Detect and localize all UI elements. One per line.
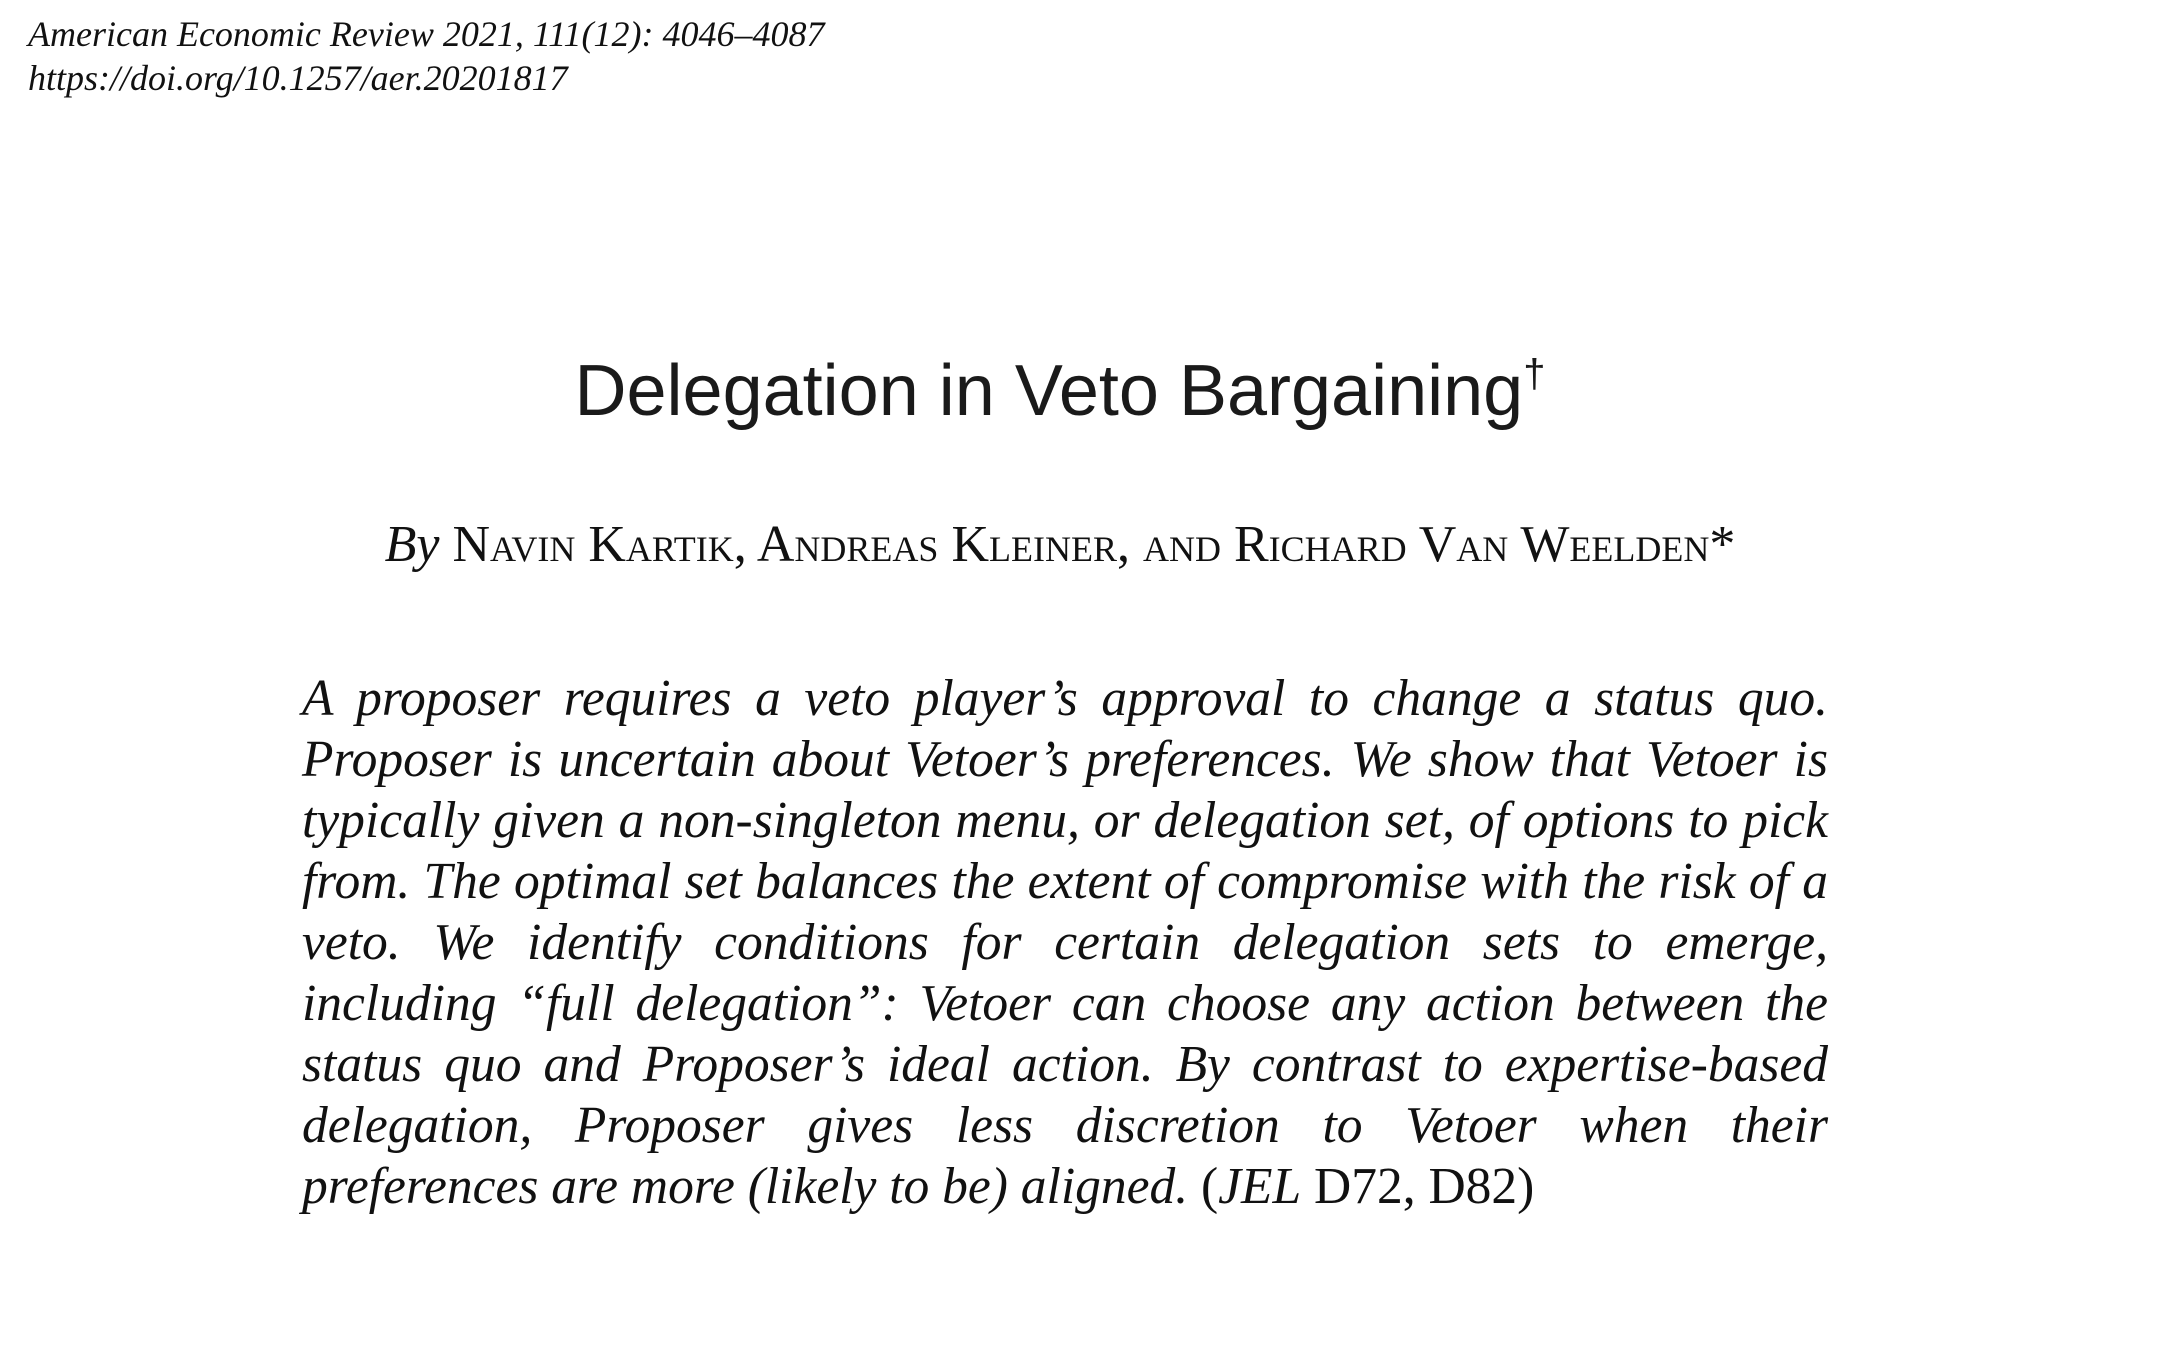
abstract (302, 668, 1828, 1217)
jel-codes (1201, 1158, 1534, 1215)
author-names: Navin Kartik, Andreas Kleiner, and Richard Van Weelden* (452, 516, 1736, 573)
journal-header (28, 12, 824, 100)
jel-code-list: D72, D82) (1301, 1158, 1535, 1215)
doi-link[interactable]: https://doi.org/10.1257/aer.20201817 (28, 58, 568, 98)
author-by-label: By (384, 516, 440, 573)
title-footnote-mark[interactable]: † (1523, 352, 1546, 396)
abstract-text: A proposer requires a veto player’s approval to change a status quo. Proposer is uncertain about Vetoer’s preferences. We show that Vetoer is typically given a non-singleton menu, or delegation set, of options to pick from. The optimal set balances the extent of compromise with the risk of a veto. We identify conditions for certain delegation sets to emerge, including “full delegation”: Vetoer can choose any action between the status quo and Proposer’s ideal action. By contrast to expertise-based delegation, Proposer gives less discretion to Vetoer when their preferences are more (likely to be) aligned. (302, 670, 1828, 1215)
journal-citation: American Economic Review 2021, 111(12): 4046–4087 (28, 14, 825, 54)
paper-title-text: Delegation in Veto Bargaining (574, 351, 1524, 431)
jel-open-paren: ( (1201, 1158, 1219, 1215)
jel-label: JEL (1218, 1158, 1302, 1215)
paper-title (0, 346, 2120, 436)
author-line (0, 510, 2120, 580)
